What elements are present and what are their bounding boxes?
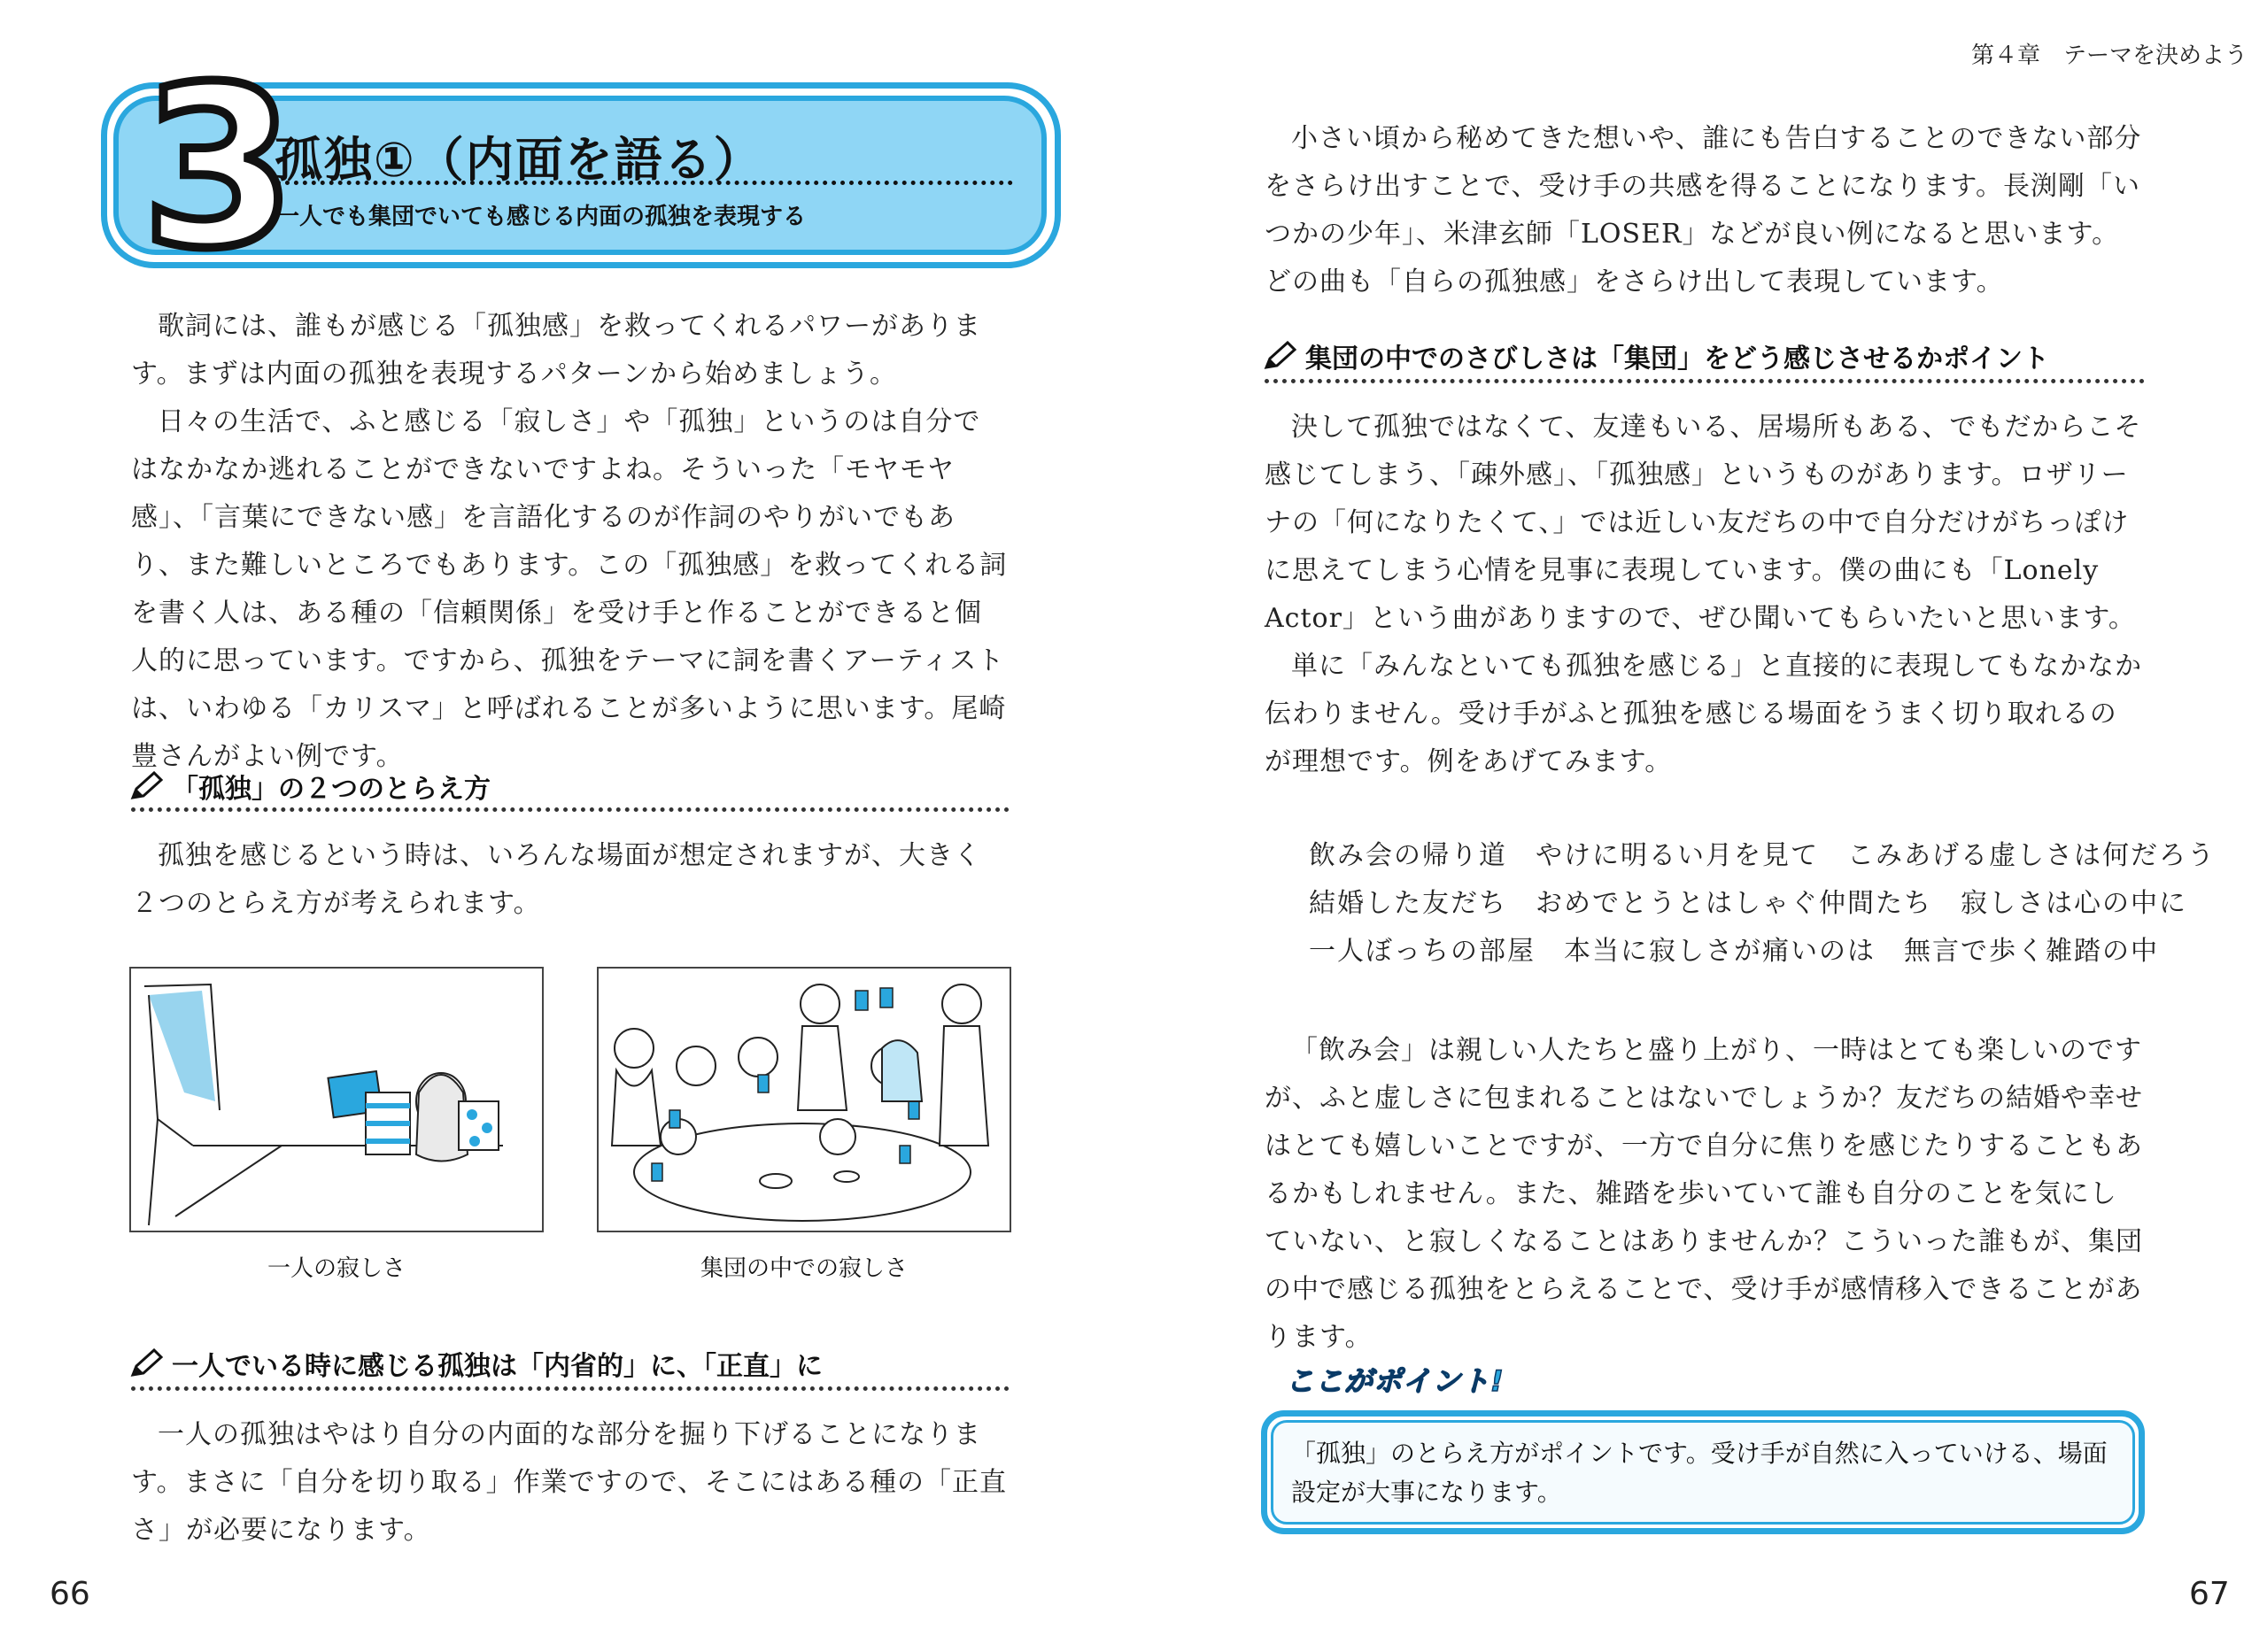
pencil-icon bbox=[129, 1348, 165, 1378]
heading-alone-lonely-text: 一人でいる時に感じる孤独は「内省的」に、「正直」に bbox=[172, 1351, 823, 1382]
heading-group-lonely-text: 集団の中でのさびしさは「集団」をどう感じさせるかポイント bbox=[1305, 344, 2049, 374]
heading-alone-lonely bbox=[129, 1344, 823, 1383]
heading-divider bbox=[1265, 379, 2145, 383]
illustration-alone bbox=[129, 967, 544, 1232]
lyrics-line: 飲み会の帰り道 やけに明るい月を見て こみあげる虚しさは何だろう bbox=[1309, 840, 2216, 871]
lyrics-line: 一人ぼっちの部屋 本当に寂しさが痛いのは 無言で歩く雑踏の中 bbox=[1309, 936, 2159, 967]
paragraph-group bbox=[1265, 404, 2143, 786]
section-number: 3 bbox=[142, 39, 296, 297]
caption-group: 集団の中での寂しさ bbox=[700, 1255, 908, 1282]
caption-alone: 一人の寂しさ bbox=[267, 1255, 406, 1282]
paragraph-alone bbox=[131, 1411, 1008, 1555]
heading-divider bbox=[131, 1386, 1010, 1391]
paragraph-text: 「飲み会」は親しい人たちと盛り上がり、一時はとても楽しいのですが、ふと虚しさに包まれることはないでしょうか？友だちの結婚や幸せはとても嬉しいことですが、一方で自分に焦りを感じたりすることもあるかもしれません。また、雑踏を歩いていて誰も自分のことを気にしていない、と寂しくなることはありませんか？こういった誰もが、集団の中で感じる孤独をとらえることで、受け手が感情移入できることがあります。 bbox=[1265, 1035, 2143, 1353]
page-number-left: 66 bbox=[50, 1576, 90, 1612]
title-divider bbox=[276, 181, 1013, 185]
paragraph-text: 孤独を感じるという時は、いろんな場面が想定されますが、大きく２つのとらえ方が考えられます。 bbox=[131, 840, 981, 919]
illustration-group bbox=[597, 967, 1011, 1232]
paragraph-text: 決して孤独ではなくて、友達もいる、居場所もある、でもだからこそ感じてしまう、「疎外感」、「孤独感」というものがあります。ロザリーナの「何になりたくて、」では近しい友だちの中で自分だけがちっぽけに思えてしまう心情を見事に表現しています。僕の曲にも「Lonely Actor」という曲がありますので、ぜひ聞いてもらいたいと思います。 bbox=[1265, 412, 2142, 634]
heading-two-views bbox=[129, 767, 491, 806]
heading-two-views-text: 「孤独」の２つのとらえ方 bbox=[172, 774, 491, 805]
page-number-right: 67 bbox=[2189, 1576, 2230, 1612]
point-text: 「孤独」のとらえ方がポイントです。受け手が自然に入っていける、場面設定が大事になります。 bbox=[1291, 1439, 2108, 1507]
paragraph-two-views bbox=[131, 832, 1008, 928]
paragraph-text: 単に「みんなといても孤独を感じる」と直接的に表現してもなかなか伝わりません。受け手がふと孤独を感じる場面をうまく切り取れるのが理想です。例をあげてみます。 bbox=[1265, 651, 2142, 777]
paragraph-confession bbox=[1265, 115, 2143, 306]
point-label: ここがポイント! bbox=[1286, 1364, 1505, 1398]
paragraph-text: 小さい頃から秘めてきた想いや、誰にも告白することのできない部分をさらけ出すことで、受け手の共感を得ることになります。長渕剛「いつかの少年」、米津玄師「LOSER」などが良い例になると思います。どの曲も「自らの孤独感」をさらけ出して表現しています。 bbox=[1265, 123, 2142, 297]
illustration-alone-drawing bbox=[131, 969, 542, 1231]
pencil-icon bbox=[1263, 341, 1298, 371]
illustration-group-drawing bbox=[599, 969, 1010, 1231]
intro-paragraph-1: 歌詞には、誰もが感じる「孤独感」を救ってくれるパワーがあります。まずは内面の孤独を表現するパターンから始めましょう。 bbox=[131, 311, 981, 390]
intro-text bbox=[131, 303, 1008, 781]
section-subtitle: 一人でも集団でいても感じる内面の孤独を表現する bbox=[276, 204, 807, 230]
pencil-icon bbox=[129, 771, 165, 801]
chapter-header: 第４章 テーマを決めよう bbox=[1971, 42, 2248, 69]
paragraph-text: 一人の孤独はやはり自分の内面的な部分を掘り下げることになります。まさに「自分を切り取る」作業ですので、そこにはある種の「正直さ」が必要になります。 bbox=[131, 1419, 1007, 1546]
lyrics-line: 結婚した友だち おめでとうとはしゃぐ仲間たち 寂しさは心の中に bbox=[1309, 888, 2187, 919]
intro-paragraph-2: 日々の生活で、ふと感じる「寂しさ」や「孤独」というのは自分ではなかなか逃れることができないですよね。そういった「モヤモヤ感」、「言葉にできない感」を言語化するのが作詞のやりがいでもあり、また難しいところでもあります。この「孤独感」を救ってくれる詞を書く人は、ある種の「信頼関係」を受け手と作ることができると個人的に思っています。ですから、孤独をテーマに詞を書くアーティストは、いわゆる「カリスマ」と呼ばれることが多いように思います。尾崎豊さんがよい例です。 bbox=[131, 406, 1008, 772]
lyrics-example bbox=[1309, 832, 2216, 976]
paragraph-drinking bbox=[1265, 1027, 2143, 1362]
section-title: 孤独①（内面を語る） bbox=[275, 132, 763, 188]
heading-group-lonely bbox=[1263, 336, 2049, 375]
heading-divider bbox=[131, 807, 1010, 812]
